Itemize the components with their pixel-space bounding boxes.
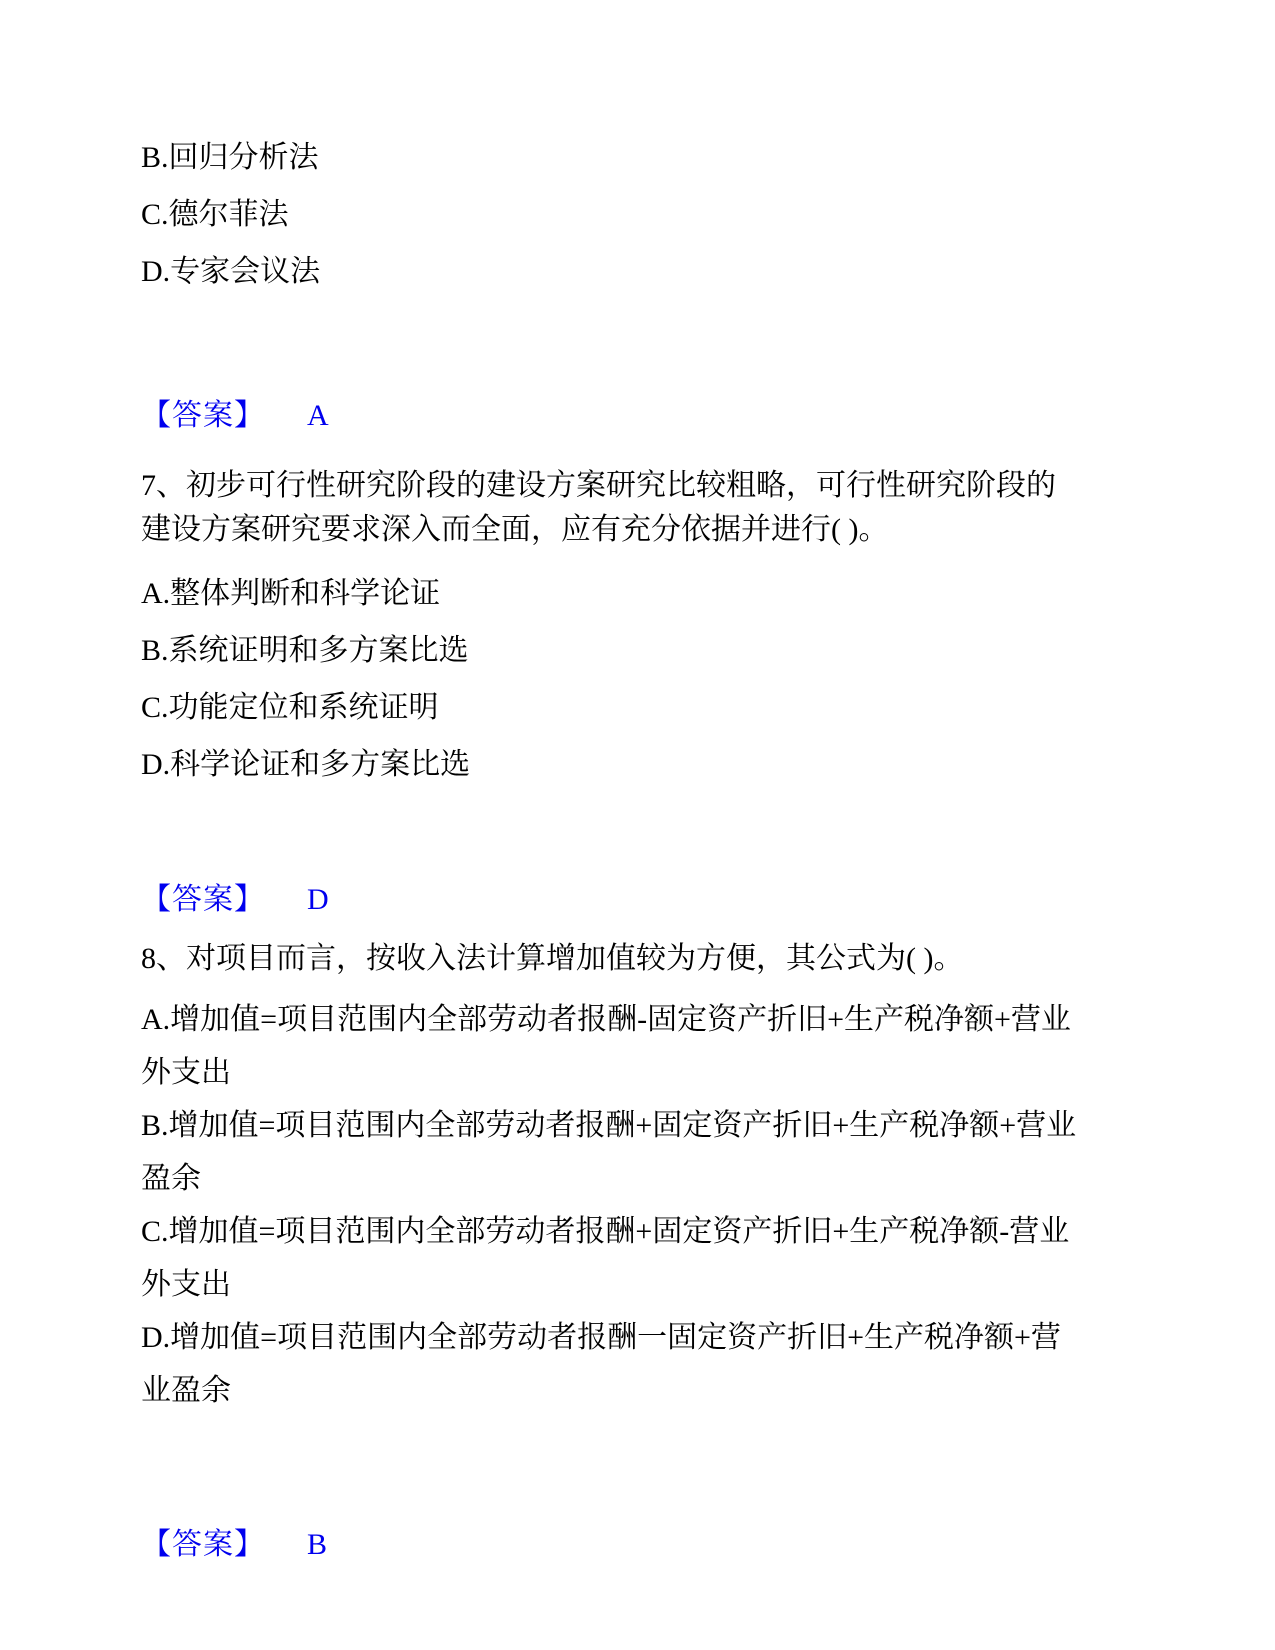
question-7-options (141, 578, 1081, 780)
question-8-option-a: A.增加值=项目范围内全部劳动者报酬-固定资产折旧+生产税净额+营业外支出 (141, 1003, 1071, 1089)
question-8-option-c: C.增加值=项目范围内全部劳动者报酬+固定资产折旧+生产税净额-营业外支出 (141, 1215, 1070, 1301)
answer-value: A (307, 399, 329, 432)
question-7-option-b: B.系统证明和多方案比选 (141, 634, 469, 667)
answer-value: B (307, 1528, 328, 1561)
question-8-answer (141, 1528, 1081, 1562)
question-7-stem: 7、初步可行性研究阶段的建设方案研究比较粗略，可行性研究阶段的建设方案研究要求深入而全面，应有充分依据并进行( )。 (141, 469, 1056, 546)
question-7-option-d: D.科学论证和多方案比选 (141, 748, 471, 781)
answer-label: 【答案】 (141, 1528, 265, 1561)
question-6-option-c: C.德尔菲法 (141, 198, 289, 231)
answer-label: 【答案】 (141, 883, 265, 916)
answer-label: 【答案】 (141, 399, 265, 432)
question-6-option-d: D.专家会议法 (141, 255, 321, 288)
question-8-option-b: B.增加值=项目范围内全部劳动者报酬+固定资产折旧+生产税净额+营业盈余 (141, 1109, 1077, 1195)
question-7-option-a: A.整体判断和科学论证 (141, 577, 441, 610)
question-8-options (141, 993, 1081, 1417)
question-7-answer (141, 883, 1081, 917)
document-content (141, 142, 1081, 1562)
question-8-stem: 8、对项目而言，按收入法计算增加值较为方便，其公式为( )。 (141, 942, 964, 975)
question-8-option-d: D.增加值=项目范围内全部劳动者报酬一固定资产折旧+生产税净额+营业盈余 (141, 1321, 1061, 1407)
question-6-option-b: B.回归分析法 (141, 141, 319, 174)
question-6-answer (141, 399, 1081, 433)
question-6-options (141, 142, 1081, 287)
answer-value: D (307, 883, 329, 916)
question-7-option-c: C.功能定位和系统证明 (141, 691, 439, 724)
